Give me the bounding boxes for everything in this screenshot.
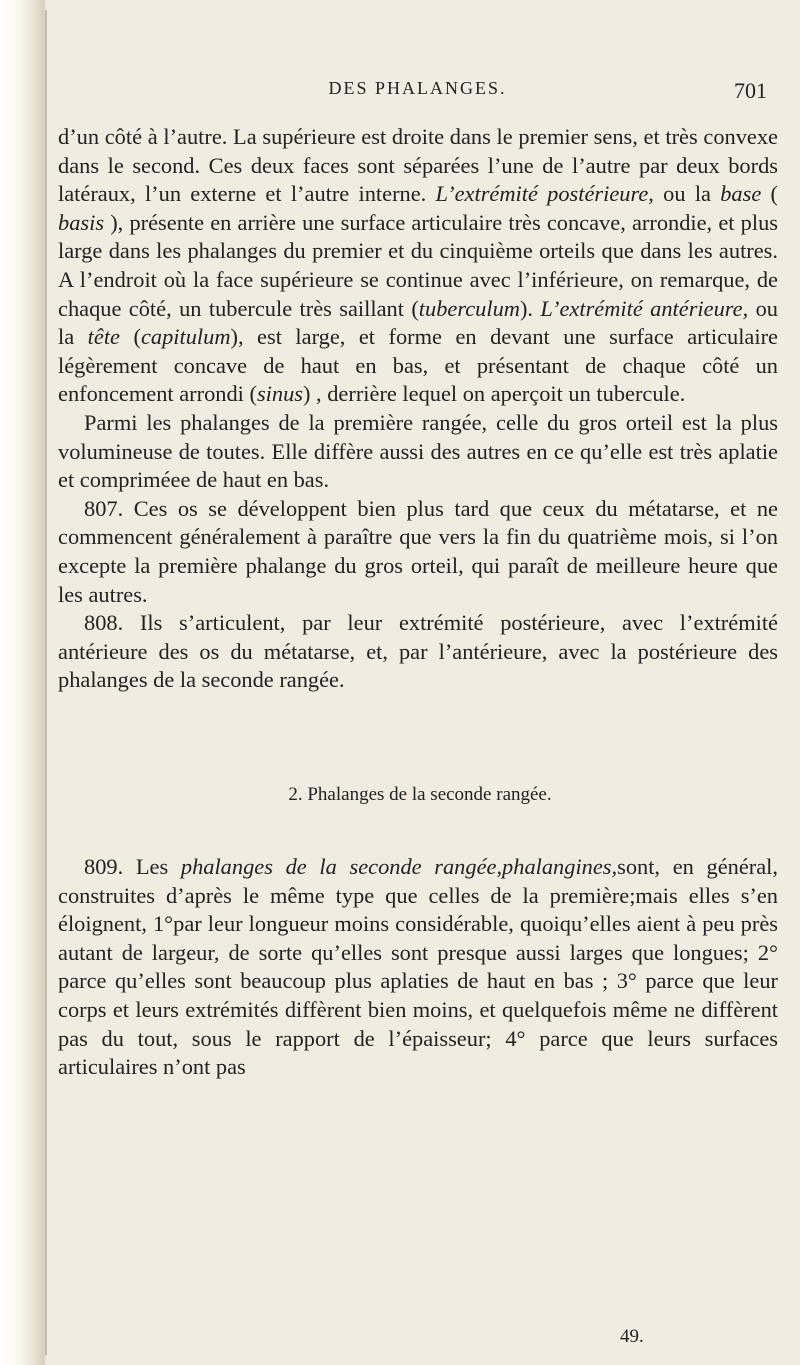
paragraph-807: 807. Ces os se développent bien plus tard que ceux du métatarse, et ne commencent généralement à paraître que vers la fin du quatrième mois, si l’on excepte la première phalange du gros orteil, qui paraît de meilleure heure que les autres. <box>58 495 778 607</box>
paragraph-bone-description: d’un côté à l’autre. La supérieure est droite dans le premier sens, et très convexe dans le second. Ces deux faces sont séparées l’une de l’autre par deux bords latéraux, l’un externe et l’autre interne. L’extrémité postérieure, ou la base ( basis ), présente en arrière une surface articulaire très concave, arrondie, et plus large dans les phalanges du premier et du cinquième orteils que dans les autres. A l’endroit où la face supérieure se continue avec l’inférieure, on remarque, de chaque côté, un tubercule très saillant (tuberculum). L’extrémité antérieure, ou la tête (capitulum), est large, et forme en devant une surface articulaire légèrement concave de haut en bas, et présentant de chaque côté un enfoncement arrondi (sinus) , derrière lequel on aperçoit un tubercule. <box>58 124 778 407</box>
page-header <box>60 72 775 112</box>
paragraph-first-row: Parmi les phalanges de la première rangée, celle du gros orteil est la plus volumineuse de toutes. Elle diffère aussi des autres en ce qu’elle est très aplatie et compriméee de haut en bas. <box>58 409 778 493</box>
running-title: DES PHALANGES. <box>328 78 507 98</box>
body-text-lower <box>58 853 778 1082</box>
book-binding-shadow <box>0 0 46 1365</box>
gutter-line <box>45 10 47 1355</box>
paragraph-809: 809. Les phalanges de la seconde rangée,phalangines,sont, en général, construites d’après le même type que celles de la première;mais elles s’en éloignent, 1°par leur longueur moins considérable, quoiqu’elles aient à peu près autant de largeur, de sorte qu’elles sont presque aussi larges que longues; 2° parce qu’elles sont beaucoup plus aplaties de haut en bas ; 3° parce que leur corps et leurs extrémités diffèrent bien moins, et quelquefois même ne diffèrent pas du tout, sous le rapport de l’épaisseur; 4° parce que leurs surfaces articulaires n’ont pas <box>58 854 778 1080</box>
body-text-upper <box>58 123 778 695</box>
paragraph-808: 808. Ils s’articulent, par leur extrémité postérieure, avec l’extrémité antérieure des os du métatarse, et, par l’antérieure, avec la postérieure des phalanges de la seconde rangée. <box>58 610 778 693</box>
signature-mark: 49. <box>620 1326 644 1347</box>
page-number: 701 <box>734 78 767 103</box>
section-heading: 2. Phalanges de la seconde rangée. <box>288 784 552 805</box>
